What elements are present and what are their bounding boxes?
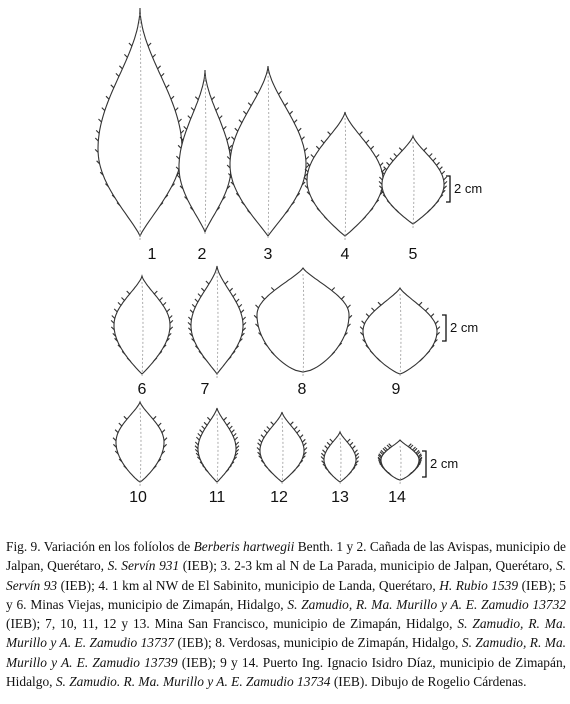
leaflet-spine <box>96 130 99 133</box>
leaflet-spine <box>399 148 402 151</box>
leaflet-spine <box>426 308 429 311</box>
scale-bar-label: 2 cm <box>450 320 479 335</box>
leaflet-3 <box>227 66 309 240</box>
leaflet-spine <box>198 294 201 297</box>
caption-text: (IEB); 3. 2-3 km al N de La Parada, municipio de Jalpan, Querétaro, <box>179 558 556 574</box>
leaflet-11 <box>195 408 239 486</box>
leaflet-spine <box>437 162 440 165</box>
leaflet-spine <box>382 169 385 172</box>
leaflet-spine <box>435 321 438 324</box>
leaflet-spine <box>378 302 381 305</box>
leaflet-spine <box>236 442 239 445</box>
leaflet-spine <box>439 167 442 170</box>
leaflet-spine <box>311 155 314 158</box>
caption-text: (IEB); 9 y 14. Puerto Ing. Ignacio Isidro Díaz, municipio de Zimapán, Hidalgo, <box>6 654 566 690</box>
leaflet-spine <box>347 439 350 442</box>
leaf-label-4: 4 <box>340 246 350 263</box>
leaflet-spine <box>341 296 344 299</box>
leaflet-spine <box>290 111 293 114</box>
leaflet-outline <box>98 8 182 236</box>
leaflet-9 <box>360 288 440 378</box>
leaf-label-6: 6 <box>137 381 147 398</box>
leaflet-spine <box>235 437 238 440</box>
leaflet-spine <box>164 438 167 441</box>
leaflet-spine <box>316 146 319 149</box>
leaflet-spine <box>114 309 117 312</box>
leaflet-spine <box>380 163 383 166</box>
leaf-label-14: 14 <box>388 489 406 506</box>
collector-citation: S. Zamudio, R. Ma. Murillo y A. E. Zamudio 13732 <box>287 596 567 612</box>
leaflet-spine <box>167 309 170 312</box>
leaflet-spine <box>119 423 122 426</box>
leaflet-spine <box>372 308 375 311</box>
leaflet-spine <box>175 108 178 111</box>
leaflet-spine <box>158 423 161 426</box>
leaflet-spine <box>437 327 440 330</box>
leaflet-spine <box>207 417 210 420</box>
leaflet-spine <box>122 298 125 301</box>
leaflet-spine <box>184 126 187 129</box>
leaflet-spine <box>267 427 270 430</box>
leaflet-spine <box>371 146 374 149</box>
leaflet-spine <box>294 120 297 123</box>
leaflet-spine <box>229 145 232 148</box>
leaf-label-7: 7 <box>200 381 210 398</box>
leaflet-spine <box>328 132 331 135</box>
scale-bar-row-1 <box>446 176 482 202</box>
leaflet-spine <box>124 54 127 57</box>
leaflet-outline <box>363 288 437 374</box>
leaf-label-10: 10 <box>129 489 147 506</box>
leaflet-spine <box>227 422 230 425</box>
figure-caption <box>6 537 566 691</box>
leaflet-12 <box>257 412 307 486</box>
species-name: Berberis hartwegii <box>193 539 295 554</box>
leaflet-spine <box>212 97 215 100</box>
leaflet-spine <box>258 443 261 446</box>
leaflet-spine <box>195 442 198 445</box>
leaflet-spine <box>95 138 98 141</box>
leaflet-spine <box>355 450 358 453</box>
leaflet-spine <box>111 85 114 88</box>
leaflet-spine <box>179 119 182 122</box>
leaflet-spine <box>181 130 184 133</box>
caption-text: (IEB); 8. Verdosas, municipio de Zimapán, Hidalgo, <box>174 635 462 651</box>
leaflet-spine <box>442 171 445 174</box>
leaflet-spine <box>219 116 222 119</box>
leaflet-spine <box>106 96 109 99</box>
leaflet-spine <box>235 128 238 131</box>
leaflet-spine <box>262 296 265 299</box>
leaflet-spine <box>206 281 209 284</box>
leaflet-spine <box>227 137 230 140</box>
caption-text: Benth. 1 y 2. Cañada de las Avispas, municipio de Jalpan, Querétaro, <box>6 539 566 574</box>
leaflet-spine <box>192 304 195 307</box>
leaflet-spine <box>153 54 156 57</box>
collector-citation: S. Zamudio, R. Ma. Murillo y A. E. Zamudio 13739 <box>6 635 566 670</box>
leaflet-spine <box>233 294 236 297</box>
leaf-label-13: 13 <box>331 489 349 506</box>
leaflet-spine <box>325 446 328 449</box>
leaflet-spine <box>224 417 227 420</box>
leaflet-spine <box>298 128 301 131</box>
leaflet-spine <box>230 288 233 291</box>
leaf-label-8: 8 <box>297 381 307 398</box>
leaflet-spine <box>271 422 274 425</box>
leaflet-spine <box>303 443 306 446</box>
leaflet-spine <box>115 430 118 433</box>
leaflet-spine <box>356 453 359 456</box>
leaflet-spine <box>302 439 305 442</box>
leaf-label-9: 9 <box>391 381 401 398</box>
leaflet-spine <box>200 430 203 433</box>
leaflet-spine <box>190 310 193 313</box>
leaflet-spine <box>362 321 365 324</box>
leaflet-spine <box>236 299 239 302</box>
leaflet-spine <box>116 73 119 76</box>
leaflet-1 <box>95 8 185 240</box>
leaflet-spine <box>148 43 151 46</box>
leaflet-spine <box>223 126 226 129</box>
leaflet-spine <box>348 305 351 308</box>
leaflet-spine <box>99 119 102 122</box>
leaflet-spine <box>239 304 242 307</box>
leaflet-spine <box>198 433 201 436</box>
leaflet-spine <box>264 430 267 433</box>
leaf-label-3: 3 <box>263 246 273 263</box>
leaflet-spine <box>410 445 413 448</box>
leaflet-spine <box>153 416 156 419</box>
leaflet-spine <box>444 177 447 180</box>
leaflet-spine <box>431 314 434 317</box>
leaflet-spine <box>243 317 246 320</box>
leaflet-spine <box>119 66 122 69</box>
leaflet-spine <box>154 291 157 294</box>
leaflet-spine <box>112 316 115 319</box>
leaflet-spine <box>321 140 324 143</box>
caption-text: (IEB); 4. 1 km al NW de El Sabinito, municipio de Landa, Querétaro, <box>57 577 440 593</box>
leaflet-spine <box>162 430 165 433</box>
leaflet-spine <box>376 155 379 158</box>
caption-text: (IEB); 7, 10, 11, 12 y 13. Mina San Francisco, municipio de Zimapán, Hidalgo, <box>6 616 458 632</box>
leaflet-spine <box>166 85 169 88</box>
leaflet-spine <box>285 103 288 106</box>
leaflet-spine <box>102 108 105 111</box>
leaflet-spine <box>387 162 390 165</box>
leaflet-spine <box>255 91 258 94</box>
leaflet-spine <box>248 103 251 106</box>
leaflet-spine <box>321 453 324 456</box>
collector-citation: S. Servín 931 <box>107 558 180 574</box>
leaflet-5 <box>379 136 447 228</box>
leaf-label-11: 11 <box>208 489 226 506</box>
leaflet-spine <box>188 116 191 119</box>
leaflet-spine <box>302 137 305 140</box>
leaflet-spine <box>297 430 300 433</box>
leaflet-6 <box>111 276 173 378</box>
leaflet-spine <box>202 426 205 429</box>
leaflet-spine <box>424 148 427 151</box>
leaflet-spine <box>389 444 392 447</box>
leaflet-spine <box>330 439 333 442</box>
leaflet-13 <box>321 432 359 486</box>
leaflet-spine <box>323 450 326 453</box>
leaflet-spine <box>231 430 234 433</box>
leaflet-spine <box>233 433 236 436</box>
leaflet-spine <box>394 154 397 157</box>
leaflet-spine <box>300 435 303 438</box>
leaflet-spine <box>127 291 130 294</box>
leaflet-spine <box>171 96 174 99</box>
leaflet-spine <box>113 438 116 441</box>
leaflet-2 <box>176 70 234 236</box>
collector-citation: S. Servín 93 <box>6 558 566 593</box>
caption-text: Fig. 9. Variación en los folíolos de <box>6 539 194 554</box>
leaflet-spine <box>360 327 363 330</box>
leaflet-spine <box>433 158 436 161</box>
leaflet-spine <box>419 302 422 305</box>
collector-citation: S. Zamudio. R. Ma. Murillo y A. E. Zamudio 13734 <box>55 674 331 690</box>
leaflet-spine <box>169 316 172 319</box>
leaflet-spine <box>271 288 274 291</box>
leaflet-spine <box>279 91 282 94</box>
leaf-label-1: 1 <box>147 246 157 263</box>
leaflet-spine <box>201 288 204 291</box>
leaflet-8 <box>254 268 352 376</box>
leaflet-spine <box>216 108 219 111</box>
leaf-label-2: 2 <box>197 246 207 263</box>
leaflet-spine <box>196 437 199 440</box>
leaflet-spine <box>306 157 309 160</box>
scale-bar-row-3 <box>422 451 458 477</box>
leaflet-spine <box>352 446 355 449</box>
leaflet-spine <box>225 281 228 284</box>
collector-citation: H. Rubio 1539 <box>439 577 519 593</box>
leaflet-spine <box>188 317 191 320</box>
scale-bar-label: 2 cm <box>454 181 483 196</box>
leaflet-spine <box>366 314 369 317</box>
leaflet-4 <box>304 112 386 240</box>
leaflet-14 <box>378 440 422 484</box>
leaflet-outline <box>191 266 243 374</box>
leaflet-7 <box>188 266 246 378</box>
leaflet-outline <box>230 66 306 236</box>
leaflet-spine <box>350 442 353 445</box>
leaflet-spine <box>129 43 132 46</box>
leaflet-spine <box>239 120 242 123</box>
leaflet-spine <box>408 444 411 447</box>
leaflet-outline <box>116 402 164 482</box>
leaflet-spine <box>204 422 207 425</box>
leaflet-outline <box>179 70 231 232</box>
leaflet-spine <box>232 137 235 140</box>
scale-bar-row-2 <box>442 315 478 341</box>
leaflet-spine <box>243 111 246 114</box>
leaflet-spine <box>327 442 330 445</box>
leaflet-spine <box>241 310 244 313</box>
leaflet-spine <box>195 97 198 100</box>
caption-text: (IEB). Dibujo de Rogelio Cárdenas. <box>330 674 527 690</box>
leaflet-spine <box>191 108 194 111</box>
leaflet-spine <box>387 445 390 448</box>
leaflet-spine <box>161 73 164 76</box>
caption-text: (IEB); 5 y 6. Minas Viejas, municipio de Zimapán, Hidalgo, <box>6 577 566 612</box>
leaflet-spine <box>158 66 161 69</box>
leaflet-spine <box>124 416 127 419</box>
leaflet-spine <box>256 305 259 308</box>
leaflet-spine <box>229 426 232 429</box>
leaflet-outline <box>382 136 444 224</box>
leaflet-spine <box>294 427 297 430</box>
leaflet-spine <box>160 298 163 301</box>
leaflet-spine <box>118 302 121 305</box>
scale-bar-label: 2 cm <box>430 456 459 471</box>
leaflet-spine <box>195 299 198 302</box>
leaf-label-5: 5 <box>408 246 418 263</box>
leaflet-spine <box>261 435 264 438</box>
leaf-label-12: 12 <box>270 489 288 506</box>
leaflet-spine <box>359 132 362 135</box>
leaflet-spine <box>390 158 393 161</box>
leaflet-spine <box>163 302 166 305</box>
leaflet-spine <box>290 422 293 425</box>
leaflet-spine <box>332 288 335 291</box>
leaflet-spine <box>305 148 308 151</box>
leaflet-10 <box>113 402 167 486</box>
leaflet-spine <box>259 439 262 442</box>
leaflet-spine <box>366 140 369 143</box>
leaflet-spine <box>429 154 432 157</box>
collector-citation: S. Zamudio, R. Ma. Murillo y A. E. Zamudio 13737 <box>6 616 566 651</box>
